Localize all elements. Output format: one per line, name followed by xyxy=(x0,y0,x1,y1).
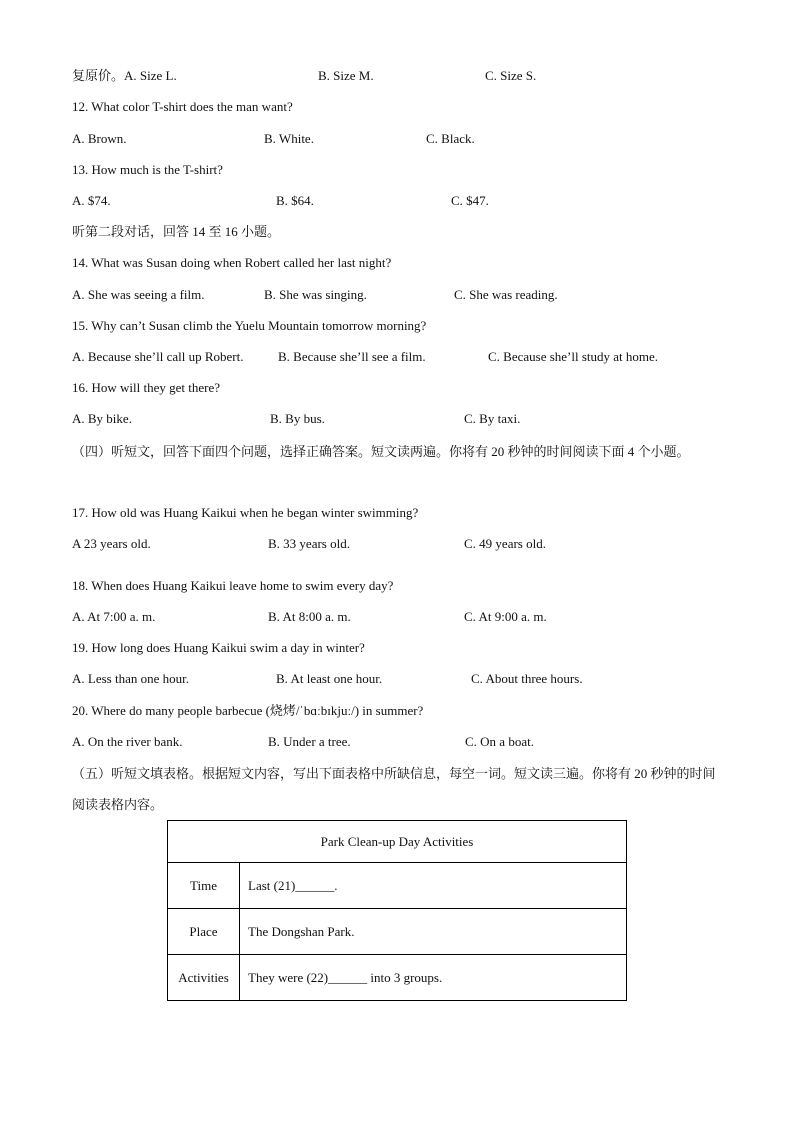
q19-option-a: A. Less than one hour. xyxy=(72,671,189,686)
q16-option-c: C. By taxi. xyxy=(464,411,521,426)
q20-option-b: B. Under a tree. xyxy=(268,734,351,749)
q15-option-a: A. Because she’ll call up Robert. xyxy=(72,349,244,364)
question-20: 20. Where do many people barbecue (烧烤/ˈbɑːbɪkjuː/) in summer? xyxy=(72,703,424,718)
q12-option-c: C. Black. xyxy=(426,131,475,146)
row-label-place: Place xyxy=(168,909,240,955)
q11-option-a: 复原价。A. Size L. xyxy=(72,68,177,83)
q16-option-b: B. By bus. xyxy=(270,411,325,426)
q20-option-c: C. On a boat. xyxy=(465,734,534,749)
q14-option-b: B. She was singing. xyxy=(264,287,367,302)
table-title-row xyxy=(168,821,627,863)
activities-table xyxy=(167,820,627,1001)
question-14: 14. What was Susan doing when Robert called her last night? xyxy=(72,255,392,270)
q16-option-a: A. By bike. xyxy=(72,411,132,426)
q18-option-a: A. At 7:00 a. m. xyxy=(72,609,156,624)
q11-option-c: C. Size S. xyxy=(485,68,537,83)
q20-option-a: A. On the river bank. xyxy=(72,734,183,749)
q18-option-c: C. At 9:00 a. m. xyxy=(464,609,547,624)
row-label-time: Time xyxy=(168,863,240,909)
q15-option-b: B. Because she’ll see a film. xyxy=(278,349,426,364)
row-value-place: The Dongshan Park. xyxy=(240,909,627,955)
q12-option-a: A. Brown. xyxy=(72,131,127,146)
q13-option-c: C. $47. xyxy=(451,193,489,208)
q13-option-a: A. $74. xyxy=(72,193,111,208)
question-15: 15. Why can’t Susan climb the Yuelu Mountain tomorrow morning? xyxy=(72,318,427,333)
table-row xyxy=(168,909,627,955)
q14-option-c: C. She was reading. xyxy=(454,287,558,302)
q18-option-b: B. At 8:00 a. m. xyxy=(268,609,351,624)
question-18: 18. When does Huang Kaikui leave home to swim every day? xyxy=(72,578,394,593)
q11-option-b: B. Size M. xyxy=(318,68,374,83)
row-value-time: Last (21)______. xyxy=(240,863,627,909)
question-19: 19. How long does Huang Kaikui swim a day in winter? xyxy=(72,640,365,655)
section-5-heading: （五）听短文填表格。根据短文内容，写出下面表格中所缺信息，每空一词。短文读三遍。你将有 20 秒钟的时间阅读表格内容。 xyxy=(72,766,716,812)
q12-option-b: B. White. xyxy=(264,131,314,146)
section-2-heading: 听第二段对话，回答 14 至 16 小题。 xyxy=(72,224,281,239)
table-row xyxy=(168,955,627,1001)
question-13: 13. How much is the T-shirt? xyxy=(72,162,223,177)
row-value-activities: They were (22)______ into 3 groups. xyxy=(240,955,627,1001)
row-label-activities: Activities xyxy=(168,955,240,1001)
question-17: 17. How old was Huang Kaikui when he began winter swimming? xyxy=(72,505,419,520)
q19-option-c: C. About three hours. xyxy=(471,671,583,686)
q13-option-b: B. $64. xyxy=(276,193,314,208)
q15-option-c: C. Because she’ll study at home. xyxy=(488,349,659,364)
table-title: Park Clean-up Day Activities xyxy=(168,821,627,863)
table-row xyxy=(168,863,627,909)
question-16: 16. How will they get there? xyxy=(72,380,221,395)
q17-option-b: B. 33 years old. xyxy=(268,536,350,551)
q17-option-a: A 23 years old. xyxy=(72,536,151,551)
question-12: 12. What color T-shirt does the man want? xyxy=(72,99,293,114)
q14-option-a: A. She was seeing a film. xyxy=(72,287,205,302)
section-4-heading: （四）听短文，回答下面四个问题，选择正确答案。短文读两遍。你将有 20 秒钟的时间阅读下面 4 个小题。 xyxy=(72,444,690,459)
q17-option-c: C. 49 years old. xyxy=(464,536,546,551)
q19-option-b: B. At least one hour. xyxy=(276,671,383,686)
